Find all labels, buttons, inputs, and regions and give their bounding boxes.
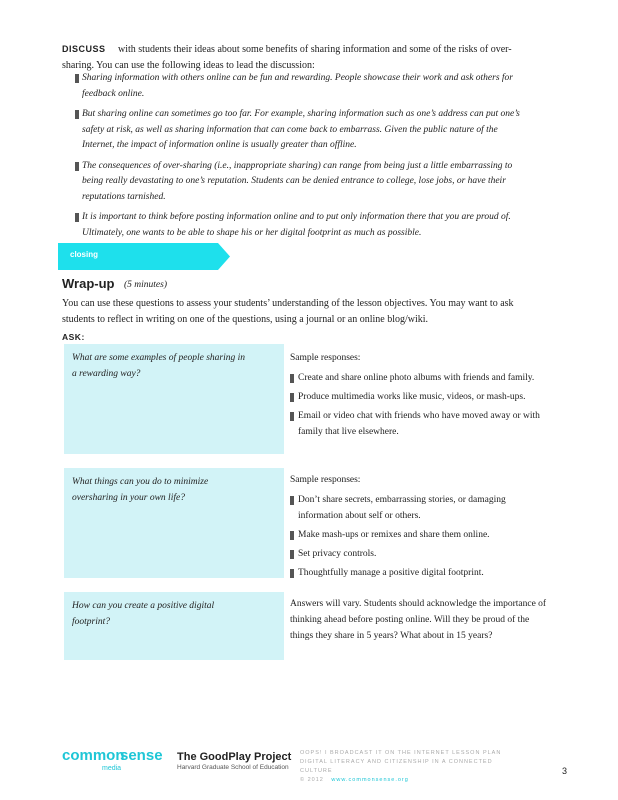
question-text: What things can you do to minimize oversharing in your own life? — [72, 477, 209, 503]
response-item: Produce multimedia works like music, videos, or mash-ups. — [290, 389, 550, 405]
question-box — [64, 468, 284, 578]
response-intro: Sample responses: — [290, 475, 361, 485]
discussion-bullet: It is important to think before posting information online and to put only information there that you are proud of. Ultimately, one wants to be able to shape his or her digital footprint as much as possible. — [76, 210, 526, 241]
wrapup-title: Wrap-up — [62, 276, 115, 291]
response-block — [290, 596, 550, 644]
response-list — [290, 370, 550, 440]
goodplay-title: The GoodPlay Project — [177, 751, 292, 763]
goodplay-subtitle: Harvard Graduate School of Education — [177, 764, 289, 771]
footer-copyright: © 2012 — [300, 777, 324, 783]
closing-banner-label: closing — [70, 250, 99, 259]
footer-url[interactable]: www.commonsense.org — [331, 777, 409, 783]
response-item: Thoughtfully manage a positive digital footprint. — [290, 565, 550, 581]
response-item: Set privacy controls. — [290, 546, 550, 562]
logo-sense-text: sense — [120, 747, 163, 764]
response-intro: Answers will vary. Students should acknowledge the importance of thinking ahead before posting online. Will they be proud of the things they share in 5 years? What about in 15 years? — [290, 599, 547, 641]
ask-label: ASK: — [62, 332, 85, 342]
response-item: Don’t share secrets, embarrassing stories, or damaging information about self or others. — [290, 492, 550, 524]
footer-line-2: DIGITAL LITERACY AND CITIZENSHIP IN A CONNECTED CULTURE — [300, 759, 493, 774]
wrapup-paragraph: You can use these questions to assess your students’ understanding of the lesson objectives. You may want to ask students to reflect in writing on one of the questions, using a journal or an online blog/wiki. — [62, 298, 514, 325]
response-item: Email or video chat with friends who have moved away or with family that live elsewhere. — [290, 408, 550, 440]
footer-line-1: OOPS! I BROADCAST IT ON THE INTERNET LESSON PLAN — [300, 750, 502, 756]
response-item: Create and share online photo albums with friends and family. — [290, 370, 550, 386]
question-box — [64, 592, 284, 660]
response-block — [290, 472, 550, 584]
common-sense-logo — [62, 747, 172, 783]
discussion-bullet: But sharing online can sometimes go too far. For example, sharing information such as one’s address can put one’s safety at risk, as well as sharing information that can come back to embarrass. Given the public nature of the Internet, the impact of information online is usually greater than offline. — [76, 107, 526, 154]
response-intro: Sample responses: — [290, 353, 361, 363]
intro-text: with students their ideas about some benefits of sharing information and some of the risks of over-sharing. You can use the following ideas to lead the discussion: — [62, 44, 512, 71]
response-block — [290, 350, 550, 443]
discussion-bullet: Sharing information with others online can be fun and rewarding. People showcase their work and ask others for feedback online. — [76, 71, 526, 102]
footer-lesson-info — [300, 749, 520, 785]
discussion-bullet: The consequences of over-sharing (i.e., inappropriate sharing) can range from being just a little embarrassing to being really devastating to one’s reputation. Students can be denied entrance to college, lose jobs, or have their reputations tarnished. — [76, 159, 526, 206]
logo-media-text: media — [102, 765, 122, 772]
page-number: 3 — [562, 766, 568, 776]
logo-common-text: common — [62, 747, 125, 764]
footer-line-3 — [300, 776, 520, 785]
discuss-label: DISCUSS — [62, 44, 106, 54]
question-box — [64, 344, 284, 454]
discussion-bullet-list — [76, 71, 526, 246]
question-text: How can you create a positive digital footprint? — [72, 601, 215, 627]
response-item: Make mash-ups or remixes and share them online. — [290, 527, 550, 543]
question-text: What are some examples of people sharing in a rewarding way? — [72, 353, 245, 379]
intro-paragraph — [62, 41, 524, 74]
wrapup-time: (5 minutes) — [124, 280, 168, 290]
response-list — [290, 492, 550, 581]
